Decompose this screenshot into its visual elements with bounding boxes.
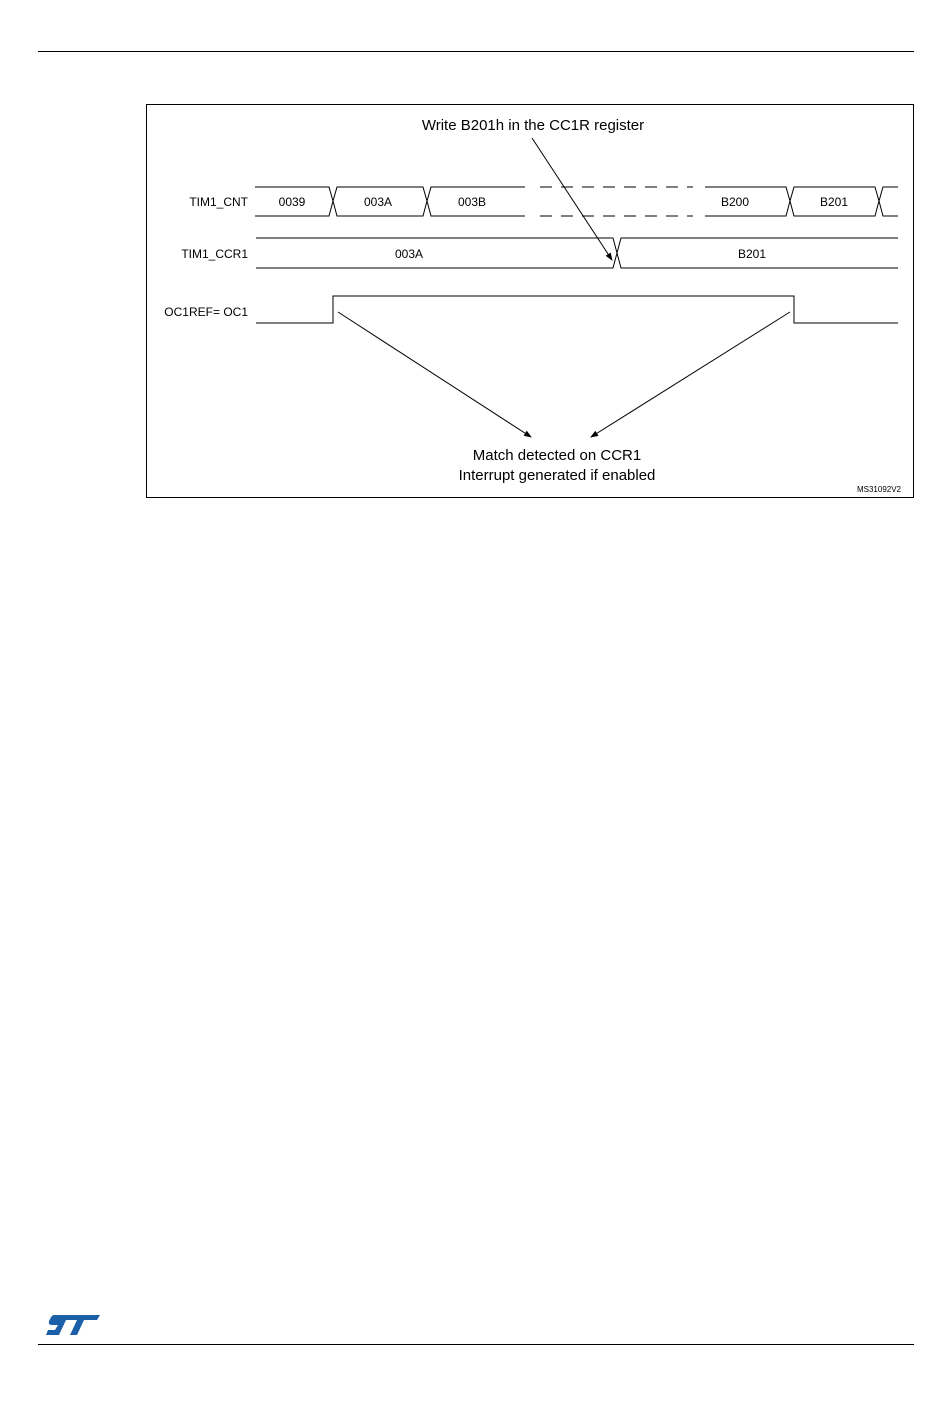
cnt-bus bbox=[255, 187, 898, 216]
match-arrow-falling bbox=[591, 312, 790, 437]
ccr1-value-1: B201 bbox=[737, 247, 767, 261]
cnt-value-4: B201 bbox=[819, 195, 849, 209]
oc1-waveform bbox=[256, 296, 898, 323]
signal-label-ccr1: TIM1_CCR1 bbox=[181, 247, 248, 261]
cnt-value-0: 0039 bbox=[278, 195, 306, 209]
match-annotation-line2: Interrupt generated if enabled bbox=[458, 467, 656, 484]
st-logo-mark bbox=[46, 1315, 100, 1335]
signal-label-cnt: TIM1_CNT bbox=[189, 195, 248, 209]
match-arrow-rising bbox=[338, 312, 531, 437]
figure-frame bbox=[147, 105, 914, 498]
ccr1-value-0: 003A bbox=[394, 247, 424, 261]
cnt-value-3: B200 bbox=[720, 195, 750, 209]
signal-label-oc1: OC1REF= OC1 bbox=[164, 305, 248, 319]
figure-id: MS31092V2 bbox=[856, 485, 901, 494]
page-footer-rule bbox=[38, 1344, 914, 1345]
cnt-value-1: 003A bbox=[363, 195, 393, 209]
ccr1-bus-bottom bbox=[256, 253, 898, 268]
write-register-annotation: Write B201h in the CC1R register bbox=[421, 117, 645, 134]
cnt-value-2: 003B bbox=[457, 195, 487, 209]
match-annotation-line1: Match detected on CCR1 bbox=[472, 447, 642, 464]
ccr1-bus-top bbox=[256, 238, 898, 253]
st-logo-icon bbox=[44, 1313, 102, 1337]
ccr1-bus bbox=[256, 238, 898, 268]
write-annotation-arrow bbox=[532, 138, 612, 260]
timing-diagram bbox=[0, 0, 950, 560]
